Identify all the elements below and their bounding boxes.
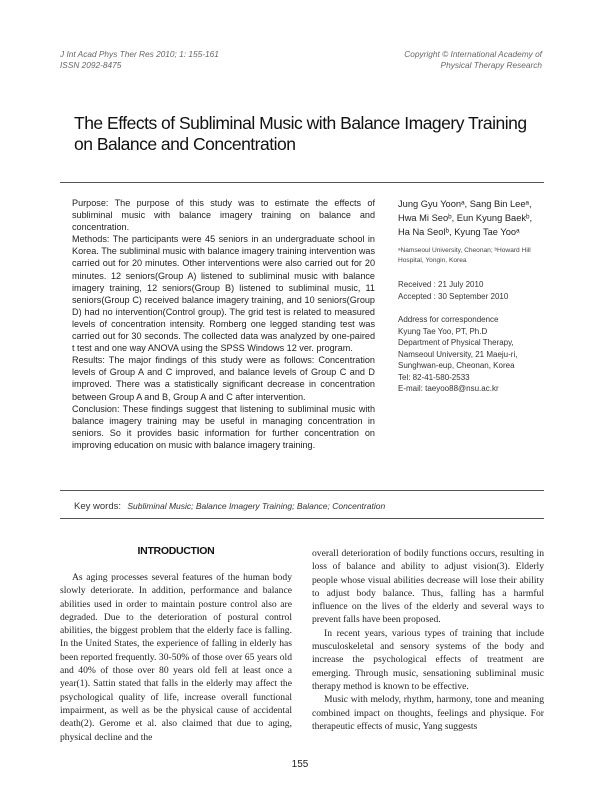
article-dates <box>398 279 544 303</box>
correspondence-name: Kyung Tae Yoo, PT, Ph.D <box>398 326 488 336</box>
correspondence-address: Sunghwan-eup, Cheonan, Korea <box>398 361 515 370</box>
journal-header <box>60 49 219 71</box>
body-paragraph: In recent years, various types of training that include musculoskeletal and sensory systems of the body and increase the psychological effects of treatment are emerging. Through music, sensationing subliminal music therapy method is known to be effective. <box>312 627 544 692</box>
body-column-left <box>60 571 292 744</box>
affiliations: ᵃNamseoul University, Cheonan; ᵇHoward Hill Hospital, Yongin, Korea <box>398 247 531 264</box>
keywords-rule <box>60 490 544 491</box>
section-heading: INTRODUCTION <box>137 545 215 557</box>
paper-title: The Effects of Subliminal Music with Balance Imagery Training on Balance and Concentration <box>74 113 527 154</box>
body-paragraph: overall deterioration of bodily functions occurs, resulting in loss of balance and ability to adjust vision(3). Elderly people whose visual abilities decrease will lose their ability to adjust body balance. Thus, falling has a harmful influence on the lives of the elderly and several ways to prevent falls have been proposed. <box>312 548 544 626</box>
abstract-methods: Methods: The participants were 45 seniors in an undergraduate school in Korea. The subliminal music with balance imagery training intervention was carried out for 20 minutes. Other interventions were also carried out for 20 minutes. 12 seniors(Group A) listened to subliminal music with balance imagery training, 12 seniors(Group B) listened to subliminal music, 11 seniors(Group C) received balance imagery training, and 10 seniors(Group D) had no intervention(Control group). The grid test is related to measured levels of concentration intensity. Romberg one legged standing test was carried out for 30 seconds. The collected data was analyzed by one-paired t test and one way ANOVA using the SPSS Windows 12 ver. program. <box>72 234 375 354</box>
abstract-purpose: Purpose: The purpose of this study was to estimate the effects of subliminal music with balance imagery training on balance and concentration. <box>72 198 375 233</box>
author-line: Jung Gyu Yoonᵃ, Sang Bin Leeᵃ, <box>398 199 532 209</box>
correspondence-tel: Tel: 82-41-580-2533 <box>398 372 470 382</box>
body-paragraph: As aging processes several features of the human body slowly deteriorate. In addition, performance and balance abilities used in order to maintain posture control also are degraded. Due to the deterioration of postural control abilities, the biggest problem that the elderly face is falling. In the United States, the experience of falling in elderly has been reported frequently. 30-50% of those over 65 years old and 40% of those over 80 years old fell at least once a year(1). Sattin stated that falls in the elderly may affect the psychological quality of life, increase overall functional impairment, as well as be the physical cause of accidental death(2). Gerome et al. also claimed that due to aging, physical decline and the <box>60 572 292 743</box>
page-number: 155 <box>291 759 309 770</box>
correspondence-dept: Department of Physical Therapy, <box>398 338 514 347</box>
author-line: Ha Na Seolᵇ, Kyung Tae Yooᵃ <box>398 227 520 237</box>
top-rule <box>60 182 544 183</box>
abstract-results: Results: The major findings of this study were as follows: Concentration levels of Group A and C improved, and balance levels of Group C and D improved. There was a statistically significant decrease in concentration between Group A and B, Group A and C after intervention. <box>72 355 375 402</box>
correspondence-email: E-mail: taeyoo88@nsu.ac.kr <box>398 384 499 393</box>
author-list <box>398 197 544 239</box>
body-paragraph: Music with melody, rhythm, harmony, tone and meaning combined impact on thoughts, feelings and physique. For therapeutic effects of music, Yang suggests <box>312 694 544 732</box>
copyright-header <box>404 49 542 71</box>
copyright-line: Copyright © International Academy of <box>404 49 542 59</box>
author-line: Hwa Mi Seoᵇ, Eun Kyung Baekᵇ, <box>398 213 533 223</box>
abstract-conclusion: Conclusion: These findings suggest that listening to subliminal music with balance imagery training may be useful in managing concentration in seniors. So it provides basic information for further concentration on improving education on music with balance imagery training. <box>72 403 375 450</box>
bottom-rule <box>60 518 544 519</box>
correspondence-block <box>398 314 544 395</box>
correspondence-heading: Address for correspondence <box>398 315 499 324</box>
keywords <box>74 501 385 512</box>
correspondence-univ: Namseoul University, 21 Maeju-ri, <box>398 349 518 359</box>
accepted-date: Accepted : 30 September 2010 <box>398 292 509 301</box>
keywords-value: Subliminal Music; Balance Imagery Training; Balance; Concentration <box>127 501 386 511</box>
issn: ISSN 2092-8475 <box>60 60 122 70</box>
keywords-label: Key words: <box>74 501 121 512</box>
body-column-right <box>312 547 544 733</box>
abstract <box>72 197 375 451</box>
received-date: Received : 21 July 2010 <box>398 280 484 289</box>
publisher-line: Physical Therapy Research <box>440 60 542 70</box>
journal-citation: J Int Acad Phys Ther Res 2010; 1: 155-161 <box>60 49 219 59</box>
